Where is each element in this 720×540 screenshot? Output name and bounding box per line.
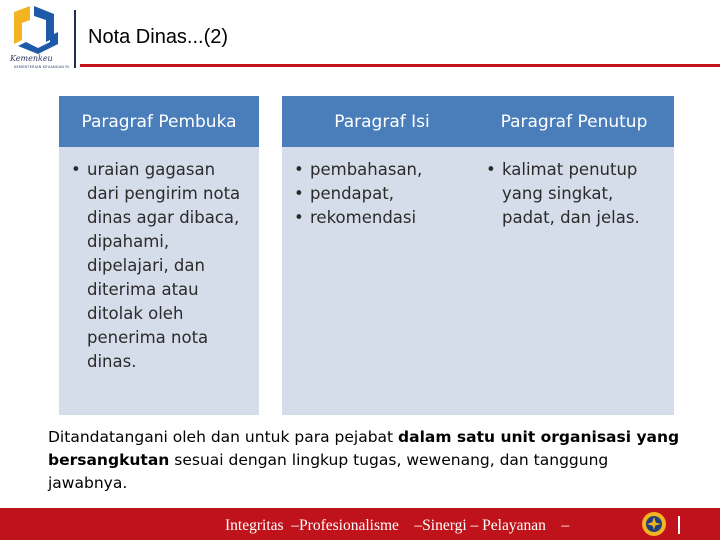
signature-paragraph xyxy=(48,426,688,495)
column-body xyxy=(282,147,482,230)
paragraph-bold-text: dalam satu unit organisasi yang bersangkutan xyxy=(48,428,680,469)
title-underline xyxy=(80,64,720,67)
bullet-item: • pendapat, xyxy=(290,182,470,206)
column-paragraf-penutup xyxy=(474,96,674,415)
footer-divider xyxy=(678,516,680,534)
bullet-item: • rekomendasi xyxy=(290,206,470,230)
logo-text: Kemenkeu xyxy=(10,54,53,63)
column-body xyxy=(474,147,674,230)
column-heading: Paragraf Penutup xyxy=(474,96,674,147)
bullet-item: • kalimat penutup yang singkat, padat, dan jelas. xyxy=(482,158,662,230)
column-heading: Paragraf Pembuka xyxy=(59,96,259,147)
header-divider xyxy=(74,10,76,68)
column-paragraf-isi xyxy=(282,96,482,415)
page-title: Nota Dinas...(2) xyxy=(88,26,229,48)
paragraph-text: Ditandatangani oleh dan untuk para pejabat xyxy=(48,428,399,446)
bullet-item: • pembahasan, xyxy=(290,158,470,182)
footer-values: Integritas –Profesionalisme –Sinergi – Pelayanan – xyxy=(225,517,570,534)
bullet-item: • uraian gagasan dari pengirim nota dinas agar dibaca, dipahami, dipelajari, dan diterima atau ditolak oleh penerima nota dinas. xyxy=(67,158,247,374)
logo-subtext: KEMENTERIAN KEUANGAN RI xyxy=(14,65,70,69)
column-heading: Paragraf Isi xyxy=(282,96,482,147)
footer-bar xyxy=(0,508,720,540)
ministry-emblem-icon xyxy=(640,510,668,538)
column-paragraf-pembuka xyxy=(59,96,259,415)
logo-emblem-icon xyxy=(8,4,66,56)
column-body xyxy=(59,147,259,374)
paragraph-text: sesuai dengan lingkup tugas, wewenang, dan tanggung jawabnya. xyxy=(48,451,609,492)
